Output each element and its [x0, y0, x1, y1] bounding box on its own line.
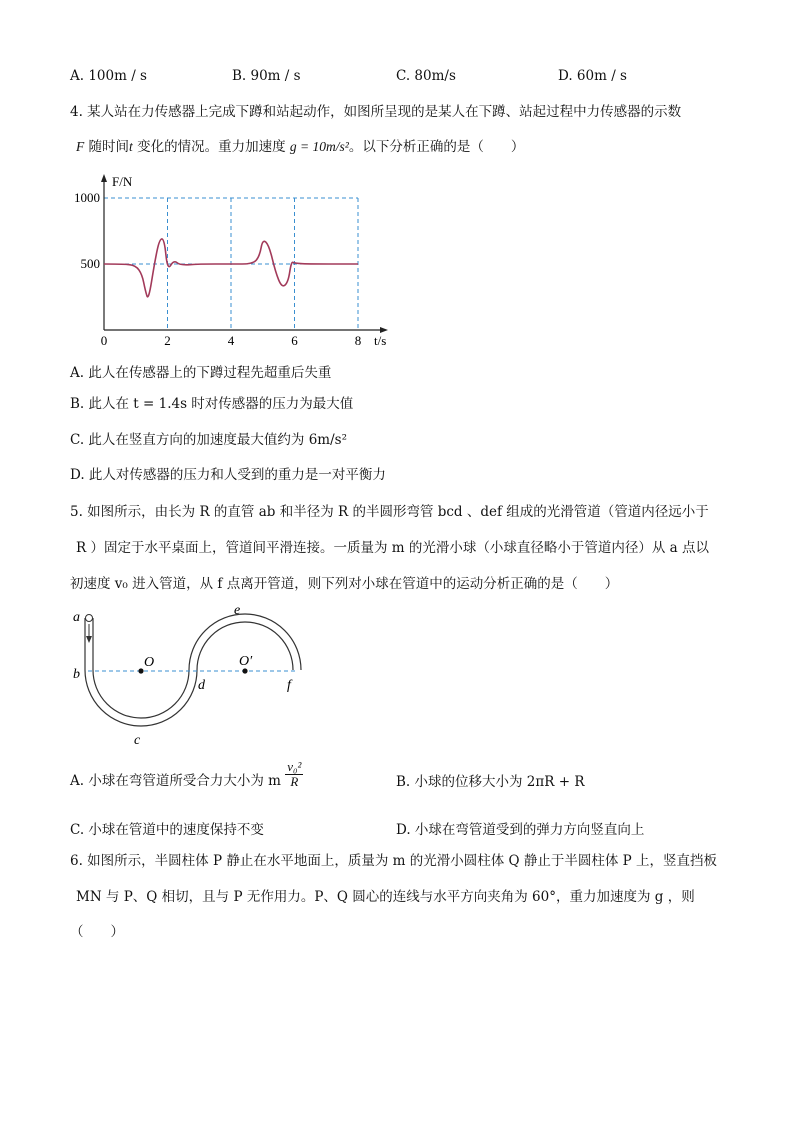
- q3-option-d: D. 60m / s: [558, 68, 627, 84]
- q4-option-d: D. 此人对传感器的压力和人受到的重力是一对平衡力: [70, 467, 386, 483]
- force-time-chart: [62, 165, 402, 350]
- y-tick-label: 500: [80, 256, 100, 271]
- q4-option-a: A. 此人在传感器上的下蹲过程先超重后失重: [70, 365, 332, 381]
- q5-stem-line2: R ）固定于水平桌面上，管道间平滑连接。一质量为 m 的光滑小球（小球直径略小于管道内径）从 a 点以: [76, 540, 709, 556]
- q3-option-b: B. 90m / s: [232, 68, 301, 84]
- q5-option-a: A. 小球在弯管道所受合力大小为 m $\frac{\text{v₀²}}{R}$: [70, 758, 302, 789]
- q5-stem-line1: 5. 如图所示，由长为 R 的直管 ab 和半径为 R 的半圆形弯管 bcd 、def 组成的光滑管道（管道内径远小于: [70, 504, 709, 520]
- center-O: [138, 668, 143, 673]
- label-d: d: [198, 678, 205, 693]
- label-a: a: [73, 610, 80, 625]
- y-axis-label: F/N: [112, 174, 133, 189]
- q6-stem-line3: （ ）: [70, 924, 124, 940]
- center-O-prime: [242, 668, 247, 673]
- ball: [86, 615, 93, 622]
- label-O-prime: O′: [239, 654, 253, 669]
- label-e: e: [234, 603, 241, 618]
- x-axis-label: t/s: [374, 333, 387, 348]
- q6-stem-line1: 6. 如图所示，半圆柱体 P 静止在水平地面上，质量为 m 的光滑小圆柱体 Q 静止于半圆柱体 P 上，竖直挡板: [70, 853, 718, 869]
- x-tick-label: 2: [164, 333, 171, 348]
- y-axis-arrow: [101, 174, 107, 182]
- label-b: b: [73, 667, 80, 682]
- q3-option-a: A. 100m / s: [70, 68, 147, 84]
- q3-option-c: C. 80m/s: [396, 68, 456, 84]
- x-tick-label: 0: [100, 333, 108, 348]
- q4-option-b: B. 此人在 t = 1.4s 时对传感器的压力为最大值: [70, 396, 354, 412]
- x-tick-label: 4: [227, 333, 235, 348]
- q5-option-d: D. 小球在弯管道受到的弹力方向竖直向上: [396, 822, 645, 838]
- q5-stem-line3: 初速度 v₀ 进入管道，从 f 点离开管道，则下列对小球在管道中的运动分析正确的是（ ）: [70, 576, 619, 592]
- y-tick-label: 1000: [74, 190, 100, 205]
- q4-stem-line1: 4. 某人站在力传感器上完成下蹲和站起动作，如图所呈现的是某人在下蹲、站起过程中力传感器的示数: [70, 104, 682, 120]
- pipe-diagram: [66, 600, 316, 750]
- label-O: O: [144, 655, 155, 670]
- x-tick-label: 6: [291, 333, 298, 348]
- arc-bcd-inner: [93, 670, 189, 718]
- velocity-arrowhead: [86, 636, 92, 643]
- q6-stem-line2: MN 与 P、Q 相切，且与 P 无作用力。P、Q 圆心的连线与水平方向夹角为 60°，重力加速度为 g ，则: [76, 889, 695, 905]
- label-c: c: [134, 733, 141, 748]
- q5-option-c: C. 小球在管道中的速度保持不变: [70, 822, 264, 838]
- fraction-v0sq-over-R: $\frac{\text{v₀²}}{R}$: [287, 758, 302, 789]
- x-tick-label: 8: [354, 333, 362, 348]
- q4-stem-line2: F 随时间t 变化的情况。重力加速度 g = 10m/s²。以下分析正确的是（ ）: [76, 139, 525, 155]
- q4-option-c: C. 此人在竖直方向的加速度最大值约为 6m/s²: [70, 432, 347, 448]
- q5-option-b: B. 小球的位移大小为 2πR + R: [396, 774, 585, 790]
- label-f: f: [287, 678, 291, 693]
